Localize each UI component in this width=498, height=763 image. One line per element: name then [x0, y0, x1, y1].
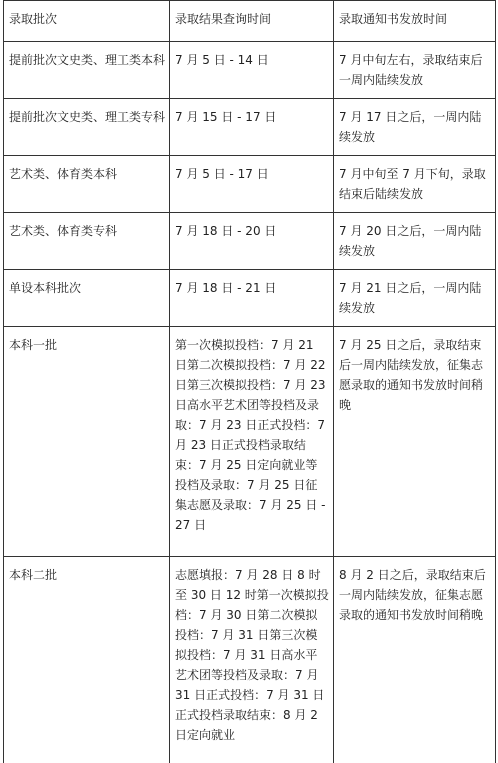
cell-notice-time: 7 月中旬左右，录取结束后一周内陆续发放 — [334, 42, 496, 99]
cell-query-time: 7 月 18 日 - 20 日 — [170, 213, 334, 270]
table-row — [4, 213, 496, 270]
table-row — [4, 156, 496, 213]
table-header-row — [4, 1, 496, 42]
header-result-query-time: 录取结果查询时间 — [170, 1, 334, 42]
cell-query-time: 7 月 5 日 - 17 日 — [170, 156, 334, 213]
cell-batch: 艺术类、体育类本科 — [4, 156, 170, 213]
cell-query-time: 第一次模拟投档：7 月 21 日第二次模拟投档：7 月 22 日第三次模拟投档：7 月 23 日高水平艺术团等投档及录取：7 月 23 日正式投档：7 月 23 日正式投档录取结束：7 月 25 日定向就业等投档及录取：7 月 25 日征集志愿及录取：7 月 25 日 - 27 日 — [170, 327, 334, 557]
cell-notice-time: 8 月 2 日之后，录取结束后一周内陆续发放，征集志愿录取的通知书发放时间稍晚 — [334, 557, 496, 763]
header-notice-delivery-time: 录取通知书发放时间 — [334, 1, 496, 42]
table-row — [4, 42, 496, 99]
admission-schedule-table — [3, 0, 496, 763]
cell-query-time: 7 月 15 日 - 17 日 — [170, 99, 334, 156]
cell-query-time: 志愿填报：7 月 28 日 8 时至 30 日 12 时第一次模拟投档：7 月 30 日第二次模拟投档：7 月 31 日第三次模拟投档：7 月 31 日高水平艺术团等投档及录取：7 月 31 日正式投档：7 月 31 日正式投档录取结束：8 月 2 日定向就业 — [170, 557, 334, 763]
header-batch: 录取批次 — [4, 1, 170, 42]
cell-batch: 提前批次文史类、理工类专科 — [4, 99, 170, 156]
table-row — [4, 99, 496, 156]
table-row — [4, 557, 496, 763]
table-row — [4, 270, 496, 327]
cell-notice-time: 7 月中旬至 7 月下旬，录取结束后陆续发放 — [334, 156, 496, 213]
cell-notice-time: 7 月 17 日之后，一周内陆续发放 — [334, 99, 496, 156]
cell-batch: 本科一批 — [4, 327, 170, 557]
cell-batch: 本科二批 — [4, 557, 170, 763]
cell-notice-time: 7 月 21 日之后，一周内陆续发放 — [334, 270, 496, 327]
cell-batch: 艺术类、体育类专科 — [4, 213, 170, 270]
cell-batch: 提前批次文史类、理工类本科 — [4, 42, 170, 99]
cell-notice-time: 7 月 25 日之后，录取结束后一周内陆续发放，征集志愿录取的通知书发放时间稍晚 — [334, 327, 496, 557]
cell-query-time: 7 月 5 日 - 14 日 — [170, 42, 334, 99]
cell-query-time: 7 月 18 日 - 21 日 — [170, 270, 334, 327]
table-row — [4, 327, 496, 557]
cell-batch: 单设本科批次 — [4, 270, 170, 327]
cell-notice-time: 7 月 20 日之后，一周内陆续发放 — [334, 213, 496, 270]
